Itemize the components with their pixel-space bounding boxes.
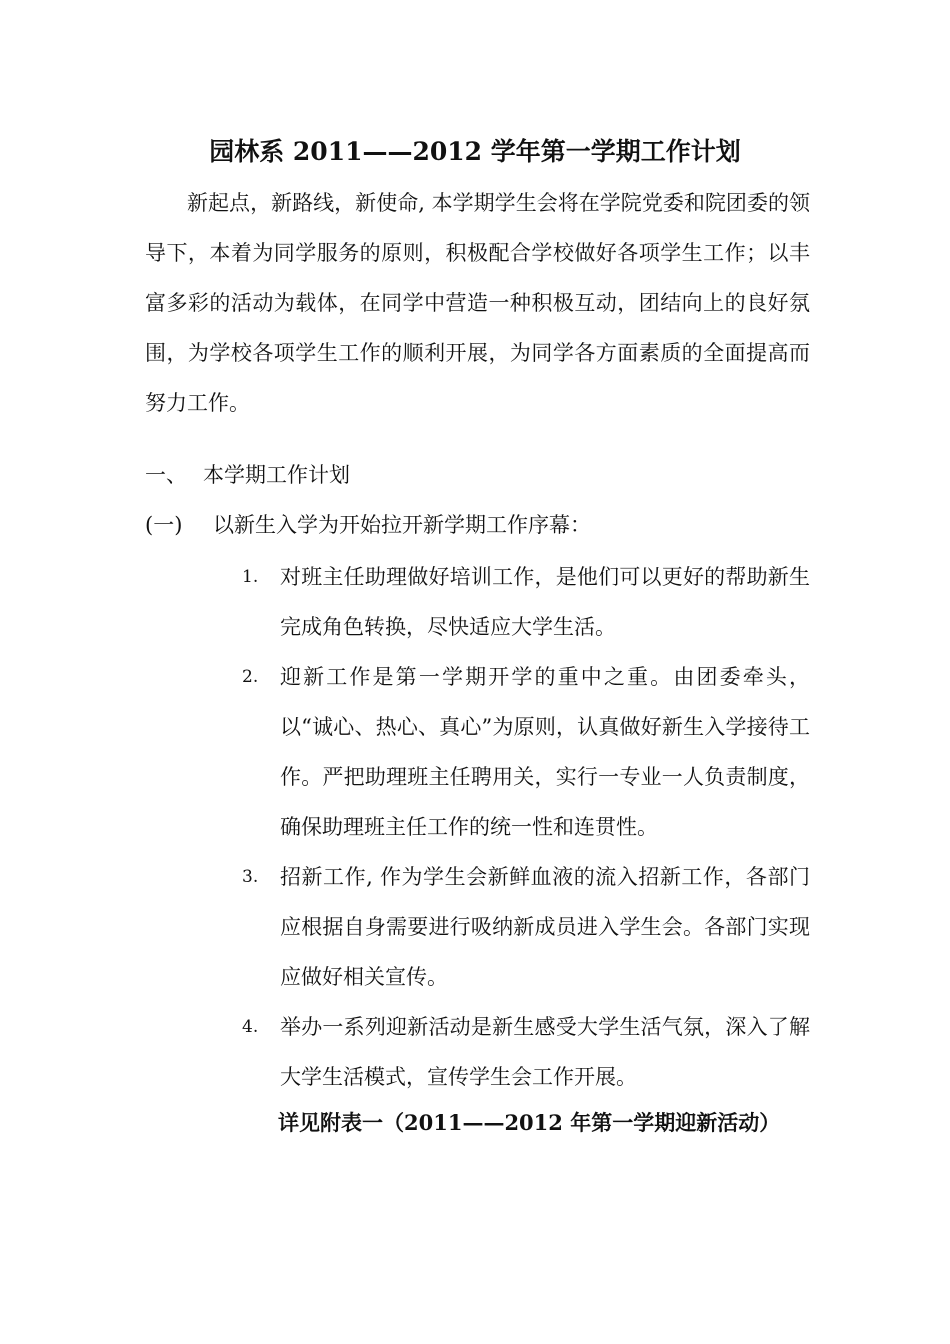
numbered-list bbox=[240, 552, 810, 1102]
list-item-text: 迎新工作是第一学期开学的重中之重。由团委牵头，以“诚心、热心、真心”为原则，认真做好新生入学接待工作。严把助理班主任聘用关，实行一专业一人负责制度，确保助理班主任工作的统一性和连贯性。 bbox=[280, 665, 810, 839]
list-item bbox=[240, 852, 810, 1002]
list-item-text: 对班主任助理做好培训工作，是他们可以更好的帮助新生完成角色转换，尽快适应大学生活。 bbox=[280, 565, 810, 639]
intro-paragraph: 新起点，新路线，新使命, 本学期学生会将在学院党委和院团委的领导下，本着为同学服务的原则，积极配合学校做好各项学生工作；以丰富多彩的活动为载体，在同学中营造一种积极互动，团结向上的良好氛围，为学校各项学生工作的顺利开展，为同学各方面素质的全面提高而努力工作。 bbox=[145, 191, 810, 415]
section-title: 本学期工作计划 bbox=[203, 463, 350, 487]
section-heading bbox=[145, 453, 810, 497]
section-number: 一、 bbox=[145, 463, 187, 487]
list-item-number: 1. bbox=[242, 567, 259, 587]
list-item-number: 4. bbox=[242, 1017, 259, 1037]
subsection-heading bbox=[145, 503, 810, 547]
subsection-number: (一) bbox=[145, 513, 183, 537]
document-title: 园林系 2011——2012 学年第一学期工作计划 bbox=[209, 137, 741, 166]
appendix-note: 详见附表一（2011——2012 年第一学期迎新活动） bbox=[278, 1110, 781, 1135]
list-item bbox=[240, 652, 810, 852]
subsection-title: 以新生入学为开始拉开新学期工作序幕： bbox=[213, 513, 591, 537]
list-item-number: 3. bbox=[242, 867, 259, 887]
list-item-text: 举办一系列迎新活动是新生感受大学生活气氛，深入了解大学生活模式，宣传学生会工作开展。 bbox=[280, 1015, 810, 1089]
list-item-number: 2. bbox=[242, 667, 259, 687]
list-item bbox=[240, 1002, 810, 1102]
list-item bbox=[240, 552, 810, 652]
list-item-text: 招新工作, 作为学生会新鲜血液的流入招新工作，各部门应根据自身需要进行吸纳新成员进入学生会。各部门实现应做好相关宣传。 bbox=[280, 865, 810, 989]
